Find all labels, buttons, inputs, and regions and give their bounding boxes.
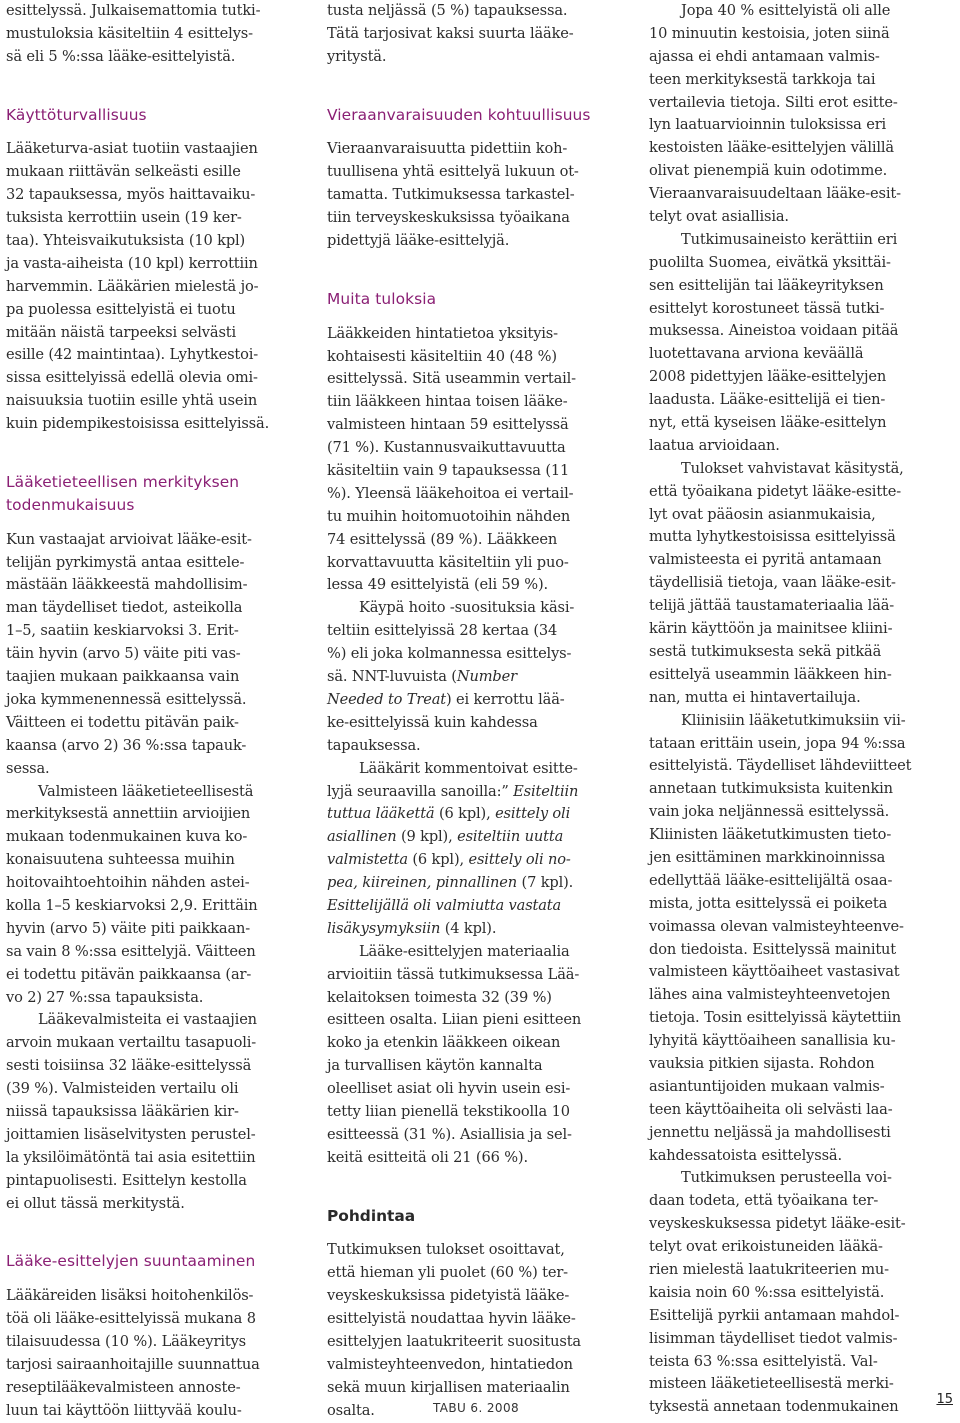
text-line: Esittelijällä oli valmiutta vastata (327, 896, 562, 914)
text-line: sekä muun kirjallisen materiaalin (327, 1378, 570, 1396)
text-line: jen esittäminen markkinoinnissa (649, 848, 886, 866)
text-line: sa vain 8 %:ssa esittelyjä. Väitteen (6, 942, 256, 960)
section-heading-science-line1: Lääketieteellisen merkityksen (6, 472, 240, 491)
text-line: asiantuntijoiden mukaan valmis- (649, 1077, 885, 1095)
text-line (327, 918, 617, 941)
column-3 (649, 0, 941, 1419)
text-line (327, 781, 617, 804)
text-line: täydellisiä tietoja, vaan lääke-esit- (649, 574, 896, 592)
text-line: (39 %). Valmisteiden vertailu oli (6, 1080, 239, 1098)
text-line: Esittelijä pyrkii antamaan mahdol- (649, 1306, 900, 1324)
text-line (327, 803, 617, 826)
text-line: kaansa (arvo 2) 36 %:ssa tapauk- (6, 736, 247, 754)
text-line: Lääkkeiden hintatietoa yksityis- (327, 324, 558, 342)
text-line: merkityksestä annettiin arvioijien (6, 805, 251, 823)
text-line: koko ja etenkin lääkkeen oikean (327, 1034, 561, 1052)
text-line: telijän pyrkimystä antaa esittele- (6, 553, 245, 571)
text-line: mukaan todenmukainen kuva ko- (6, 828, 248, 846)
paragraph-1 (649, 0, 941, 229)
text-line: sessa. (6, 759, 50, 777)
text-line: mitään näistä tarpeeksi selvästi (6, 323, 237, 341)
text-line: esittelyssä. Sitä useammin vertail- (327, 370, 576, 388)
italic-quote: tuttua lääkettä (327, 805, 435, 823)
text-line: esittelyjen laatukriteerit suositusta (327, 1332, 581, 1350)
text-run: sä. NNT-luvuista ( (327, 668, 457, 686)
text-line: esittelyt korostuneet tässä tutki- (649, 299, 885, 317)
text-run: (6 kpl), (434, 805, 496, 823)
intro-paragraph (327, 0, 617, 69)
text-line: tarjosi sairaanhoitajille suunnattua (6, 1355, 260, 1373)
text-line: joittamien lisäselvitysten perustel- (6, 1125, 256, 1143)
text-line: esille (42 maintintaa). Lyhytkestoi- (6, 346, 259, 364)
text-line: vertailevia tietoja. Silti erot esitte- (649, 93, 898, 111)
text-line: hoitovaihtoehtoihin nähden astei- (6, 874, 250, 892)
text-line: osalta. (327, 1401, 375, 1419)
text-line: teen käyttöaiheita oli selvästi laa- (649, 1100, 893, 1118)
text-line: täin hyvin (arvo 5) väite piti vas- (6, 645, 241, 663)
text-line (327, 666, 617, 689)
text-line: Tutkimuksen tulokset osoittavat, (327, 1241, 565, 1259)
text-line: ja vasta-aiheista (10 kpl) kerrottiin (6, 254, 258, 272)
text-line: Tätä tarjosivat kaksi suurta lääke- (327, 24, 574, 42)
text-line: ajassa ei ehdi antamaan valmis- (649, 47, 880, 65)
text-line: korvattavuutta käsiteltiin yli puo- (327, 553, 569, 571)
section-heading-science-line2: todenmukaisuus (6, 495, 135, 514)
text-line: hyvin (arvo 5) väite piti paikkaan- (6, 919, 251, 937)
text-line: Tutkimusaineisto kerättiin eri (681, 230, 898, 248)
text-line: lyhyitä käyttöaiheen sanallisia ku- (649, 1032, 896, 1050)
text-line: man täydelliset tiedot, asteikolla (6, 599, 243, 617)
text-line: lähes aina valmisteyhteenvetojen (649, 986, 891, 1004)
text-line: esittelyistä. Täydelliset lähdeviitteet (649, 757, 912, 775)
text-line: esitteen osalta. Liian pieni esitteen (327, 1011, 582, 1029)
text-line: %) eli joka kolmannessa esittelys- (327, 645, 572, 663)
text-line: valmisteen käyttöaiheet vastasivat (649, 963, 900, 981)
text-line: tilaisuudessa (10 %). Lääkeyritys (6, 1332, 247, 1350)
science-paragraph-3 (6, 1009, 292, 1215)
text-line: tiin terveyskeskuksissa työaikana (327, 209, 570, 227)
text-line: Käypä hoito -suosituksia käsi- (359, 599, 575, 617)
text-run: (7 kpl). (517, 874, 574, 892)
text-line: taa). Yhteisvaikutuksista (10 kpl) (6, 232, 246, 250)
text-line (327, 689, 617, 712)
text-line: tapauksessa. (327, 736, 421, 754)
text-line: Lääke-esittelyjen materiaalia (359, 942, 570, 960)
text-line: kuin pidempikestoisissa esittelyissä. (6, 415, 270, 433)
column-1 (6, 0, 292, 1423)
discussion-paragraph (327, 1239, 617, 1422)
text-line: vain joka neljännessä esittelyssä. (649, 803, 890, 821)
text-line: kärin käyttöön ja mainitsee kliini- (649, 620, 893, 638)
text-line: edellyttää lääke-esittelijältä osaa- (649, 871, 893, 889)
text-line (327, 872, 617, 895)
intro-paragraph (6, 0, 292, 69)
text-line: esittelyä useammin lääkkeen hin- (649, 665, 892, 683)
italic-quote: lisäkysymyksiin (327, 919, 441, 937)
text-line: mukaan riittävän selkeästi esille (6, 163, 241, 181)
page-number: 15 (936, 1392, 953, 1407)
text-line: joka kymmenennessä esittelyssä. (6, 690, 247, 708)
paragraph-5 (649, 1167, 941, 1419)
text-line: Tulokset vahvistavat käsitystä, (681, 459, 904, 477)
text-line: tusta neljässä (5 %) tapauksessa. (327, 2, 568, 19)
text-line: teltiin esittelyissä 28 kertaa (34 (327, 622, 558, 640)
italic-term: Needed to Treat (327, 690, 446, 708)
text-line: laadusta. Lääke-esittelijä ei tien- (649, 391, 886, 409)
text-line: jennettu neljässä ja mahdollisesti (649, 1123, 891, 1141)
text-line: mästään lääkkeestä mahdollisim- (6, 576, 248, 594)
text-line: muksessa. Aineistoa voidaan pitää (649, 322, 899, 340)
text-line: mustuloksia käsiteltiin 4 esittelys- (6, 24, 253, 42)
text-line: sesti toisiinsa 32 lääke-esittelyssä (6, 1057, 252, 1075)
other-paragraph-2 (327, 597, 617, 757)
text-line: esittelyssä. Julkaisemattomia tutki- (6, 2, 261, 19)
text-line: lyt ovat pääosin asianmukaisia, (649, 505, 876, 523)
text-line: Valmisteen lääketieteellisestä (38, 782, 254, 800)
text-line: Kliinisiin lääketutkimuksiin vii- (681, 711, 906, 729)
text-line: sissa esittelyissä edellä olevia omi- (6, 369, 258, 387)
targeting-paragraph (6, 1285, 292, 1422)
text-line: telijä jättää taustamateriaalia lää- (649, 597, 895, 615)
text-line: Vieraanvaraisuutta pidettiin koh- (327, 140, 568, 158)
text-line: konaisuutena suhteessa muihin (6, 851, 235, 869)
text-line: tietoja. Tosin esittelyissä käytettiin (649, 1009, 902, 1027)
text-line: ke-esittelyissä kuin kahdessa (327, 713, 538, 731)
text-line: daan todeta, että työaikana ter- (649, 1192, 879, 1210)
text-line: olivat pienempiä kuin odotimme. (649, 162, 888, 180)
text-line: esittelyistä noudattaa hyvin lääke- (327, 1310, 576, 1328)
italic-term: Number (456, 668, 517, 686)
text-line: vo 2) 27 %:ssa tapauksista. (6, 988, 204, 1006)
text-line: veyskeskuksessa pidetyt lääke-esit- (649, 1215, 906, 1233)
text-line: 10 minuutin kestoisia, joten siinä (649, 24, 890, 42)
text-line: Tutkimuksen perusteella voi- (681, 1169, 892, 1187)
text-line: niissä tapauksissa lääkärien kir- (6, 1102, 239, 1120)
paragraph-4 (649, 710, 941, 1168)
italic-quote: esiteltiin uutta (457, 828, 564, 846)
text-line: arvoin mukaan vertailtu tasapuoli- (6, 1034, 257, 1052)
text-run: ) ei kerrottu lää- (445, 690, 565, 708)
text-line: pidettyjä lääke-esittelyjä. (327, 232, 510, 250)
section-heading-hospitality: Vieraanvaraisuuden kohtuullisuus (327, 105, 591, 124)
text-line: (71 %). Kustannusvaikuttavuutta (327, 439, 566, 457)
text-line: mutta lyhytkestoisissa esittelyissä (649, 528, 896, 546)
text-line: annetaan tutkimuksista kuitenkin (649, 780, 893, 798)
text-line: kolla 1–5 keskiarvoksi 2,9. Erittäin (6, 896, 258, 914)
text-line: teista 63 %:ssa esittelyistä. Val- (649, 1352, 878, 1370)
text-line: la yksilöimätöntä tai asia esitettiin (6, 1148, 256, 1166)
text-line: kohtaisesti käsiteltiin 40 (48 %) (327, 347, 557, 365)
section-heading-discussion: Pohdintaa (327, 1206, 416, 1225)
text-line: rien mielestä laatukriteerien mu- (649, 1260, 889, 1278)
text-line: don tiedoista. Esittelyssä mainitut (649, 940, 897, 958)
text-line: nan, mutta ei hintavertailuja. (649, 688, 861, 706)
italic-quote: esittely oli no- (468, 851, 571, 869)
text-line: teen merkityksestä tarkkoja tai (649, 70, 876, 88)
text-line: %). Yleensä lääkehoitoa ei vertail- (327, 484, 574, 502)
text-line: ei ollut tässä merkitystä. (6, 1194, 185, 1212)
text-line: valmisteyhteenvedon, hintatiedon (327, 1355, 573, 1373)
text-line: tataan erittäin usein, jopa 94 %:ssa (649, 734, 906, 752)
science-paragraph-2 (6, 781, 292, 1010)
text-line: mista, jotta esittelyssä ei poiketa (649, 894, 888, 912)
text-line: tetty liian pienellä tekstikoolla 10 (327, 1102, 570, 1120)
text-line: lyn laatuarvioinnin tuloksissa eri (649, 116, 887, 134)
text-line: tuksista kerrottiin usein (19 ker- (6, 209, 242, 227)
text-line: lisimman täydelliset tiedot valmis- (649, 1329, 898, 1347)
text-line: luun tai käyttöön liittyvää koulu- (6, 1401, 242, 1419)
text-line: Kliinisten lääketutkimusten tieto- (649, 826, 892, 844)
text-run: lyjä seuraavilla sanoilla:” (327, 782, 514, 800)
text-line: pintapuolisesti. Esittelyn kestolla (6, 1171, 247, 1189)
text-line: Lääkärit kommentoivat esitte- (359, 759, 578, 777)
hospitality-paragraph (327, 138, 617, 252)
text-line: sen esittelijän tai lääkeyrityksen (649, 276, 884, 294)
italic-quote: valmistetta (327, 851, 408, 869)
text-line: yritystä. (327, 47, 387, 65)
other-paragraph-4 (327, 941, 617, 1170)
italic-quote: asiallinen (327, 828, 397, 846)
safety-paragraph (6, 138, 292, 436)
text-line: töä oli lääke-esittelyissä mukana 8 (6, 1310, 256, 1328)
text-line: 1–5, saatiin keskiarvoksi 3. Erit- (6, 622, 239, 640)
text-line: lessa 49 esittelyistä (eli 59 %). (327, 576, 549, 594)
text-line: 2008 pidettyjen lääke-esittelyjen (649, 368, 887, 386)
text-line: telyt ovat erikoistuneiden lääkä- (649, 1238, 883, 1256)
text-line: ja turvallisen käytön kannalta (327, 1057, 543, 1075)
text-line: veyskeskuksissa pidetyistä lääke- (327, 1287, 570, 1305)
text-line: tamatta. Tutkimuksessa tarkastel- (327, 186, 575, 204)
text-line: tuullisena yhtä esittelyä lukuun ot- (327, 163, 579, 181)
text-line: kestoisten lääke-esittelyjen välillä (649, 139, 894, 157)
text-run: (9 kpl), (396, 828, 458, 846)
text-line: Jopa 40 % esittelyistä oli alle (681, 2, 891, 19)
text-line: että työaikana pidetyt lääke-esitte- (649, 482, 902, 500)
text-line: voimassa olevan valmisteyhteenve- (649, 917, 904, 935)
text-line: Kun vastaajat arvioivat lääke-esit- (6, 530, 252, 548)
text-line: kelaitoksen toimesta 32 (39 %) (327, 988, 552, 1006)
text-line: sä eli 5 %:ssa lääke-esittelyistä. (6, 47, 236, 65)
text-line: 74 esittelyssä (89 %). Lääkkeen (327, 530, 558, 548)
text-line: pa puolessa esittelyistä ei tuotu (6, 300, 236, 318)
text-line: ei todettu pitävän paikkaansa (ar- (6, 965, 252, 983)
text-line (327, 849, 617, 872)
text-line: että hieman yli puolet (60 %) ter- (327, 1264, 568, 1282)
text-line: Lääketurva-asiat tuotiin vastaajien (6, 140, 258, 158)
text-line: kahdessatoista esittelyssä. (649, 1146, 842, 1164)
section-heading-targeting: Lääke-esittelyjen suuntaaminen (6, 1252, 256, 1271)
text-line: Lääkevalmisteita ei vastaajien (38, 1011, 257, 1029)
text-line: luotettavana arviona keväällä (649, 345, 864, 363)
section-heading-safety: Käyttöturvallisuus (6, 105, 147, 124)
text-line: tyksestä annetaan todenmukainen (649, 1398, 899, 1416)
paragraph-2 (649, 229, 941, 458)
text-run: (6 kpl), (407, 851, 469, 869)
text-line: taajien mukaan paikkaansa vain (6, 668, 240, 686)
science-paragraph-1 (6, 529, 292, 781)
text-line: vauksia pitkien sijasta. Rohdon (649, 1054, 875, 1072)
text-line: Lääkäreiden lisäksi hoitohenkilös- (6, 1287, 254, 1305)
text-line: valmisteen hintaan 59 esittelyssä (327, 416, 569, 434)
column-2 (327, 0, 617, 1423)
text-line: keitä esitteitä oli 21 (66 %). (327, 1148, 528, 1166)
text-line: laatua arvioidaan. (649, 436, 780, 454)
text-line: sestä tutkimuksesta sekä pitkää (649, 642, 882, 660)
text-line: tiin lääkkeen hintaa toisen lääke- (327, 393, 568, 411)
text-run: (4 kpl). (440, 919, 497, 937)
text-line: oleelliset asiat oli hyvin usein esi- (327, 1080, 571, 1098)
text-line: naisuuksia tuotiin esille yhtä usein (6, 392, 258, 410)
text-line: Väitteen ei todettu pitävän paik- (6, 713, 239, 731)
journal-footer: TABU 6. 2008 (433, 1401, 520, 1415)
text-line: puolilta Suomea, eivätkä yksittäi- (649, 253, 891, 271)
text-line: tu muihin hoitomuotoihin nähden (327, 507, 571, 525)
text-line: kaisia noin 60 %:ssa esittelyistä. (649, 1283, 885, 1301)
text-line: telyt ovat asiallisia. (649, 208, 789, 226)
paragraph-3 (649, 458, 941, 710)
italic-quote: Esiteltiin (513, 782, 579, 800)
text-line (327, 826, 617, 849)
text-line: arvioitiin tässä tutkimuksessa Lää- (327, 965, 580, 983)
italic-quote: pea, kiireinen, pinnallinen (327, 874, 518, 892)
text-line: nyt, että kyseisen lääke-esittelyn (649, 414, 887, 432)
other-paragraph-3 (327, 758, 617, 941)
text-line: harvemmin. Lääkärien mielestä jo- (6, 277, 259, 295)
text-line: misteen lääketieteellisestä merki- (649, 1375, 894, 1393)
text-line: esitteessä (31 %). Asiallisia ja sel- (327, 1125, 572, 1143)
text-line: käsiteltiin vain 9 tapauksessa (11 (327, 462, 570, 480)
text-line: reseptilääkevalmisteen annoste- (6, 1378, 241, 1396)
other-paragraph-1 (327, 323, 617, 598)
text-line: 32 tapauksessa, myös haittavaiku- (6, 186, 256, 204)
section-heading-other-results: Muita tuloksia (327, 289, 437, 308)
italic-quote: esittely oli (495, 805, 571, 823)
text-line: valmisteesta ei pyritä antamaan (649, 551, 882, 569)
text-line: Vieraanvaraisuudeltaan lääke-esit- (649, 185, 901, 203)
